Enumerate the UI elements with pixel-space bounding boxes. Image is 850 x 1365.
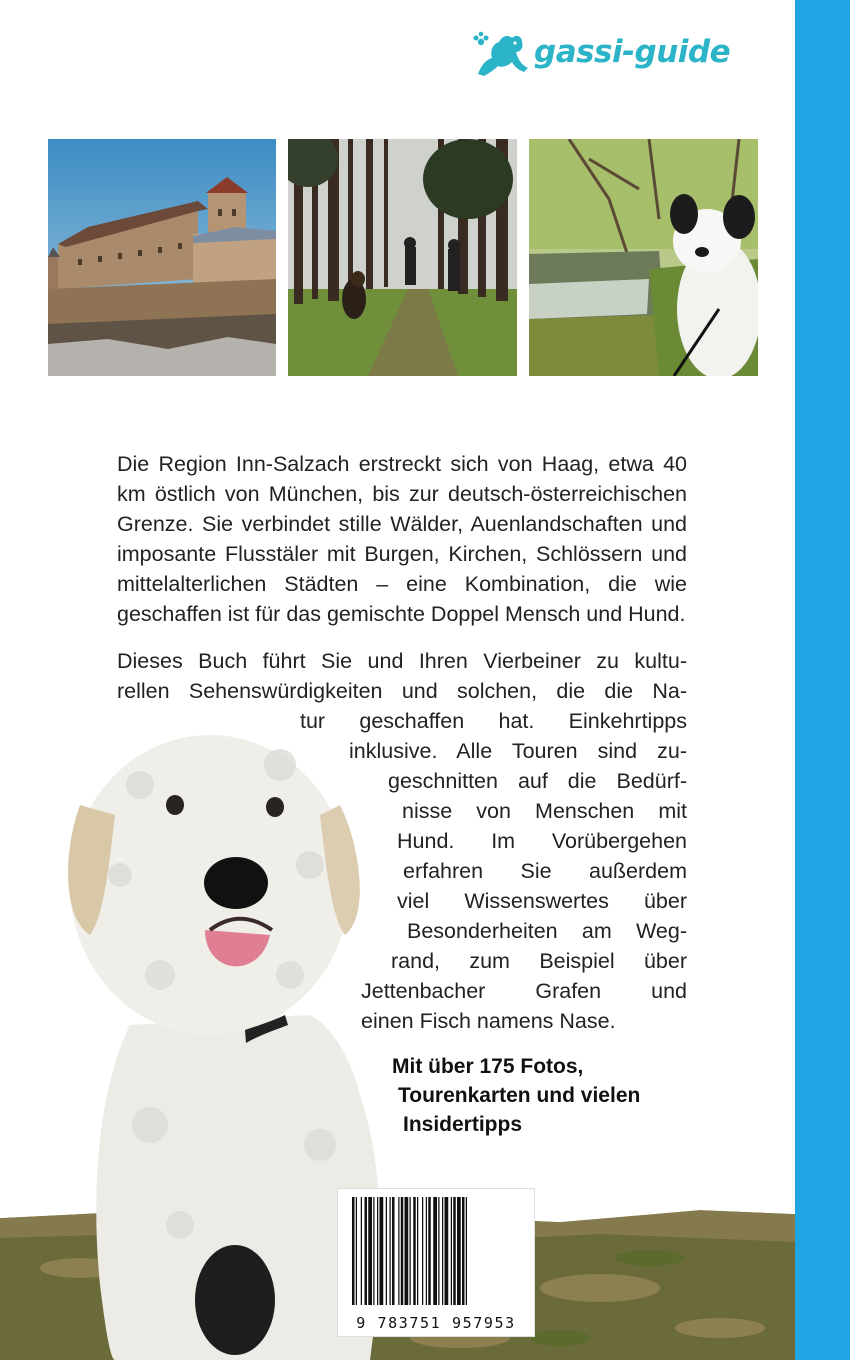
barcode-bar	[453, 1197, 456, 1305]
barcode-bar	[457, 1197, 461, 1305]
paragraph2-line: tur geschaffen hat. Einkehrtipps	[300, 709, 687, 733]
tagline	[392, 1052, 640, 1139]
barcode-bar	[422, 1197, 423, 1305]
barcode-bar	[466, 1197, 467, 1305]
barcode-bar	[462, 1197, 465, 1305]
isbn-barcode	[337, 1188, 535, 1337]
tagline-line-2: Tourenkarten und vielen	[398, 1084, 641, 1107]
barcode-bar	[380, 1197, 384, 1305]
barcode-bar	[398, 1197, 399, 1305]
barcode-bar	[373, 1197, 374, 1305]
barcode-bar	[442, 1197, 443, 1305]
barcode-bar	[390, 1197, 391, 1305]
barcode-bar	[356, 1197, 357, 1305]
barcode-bar	[377, 1197, 378, 1305]
barcode-bar	[352, 1197, 355, 1305]
creek-dog-photo	[529, 139, 758, 376]
barcode-bar	[365, 1197, 368, 1305]
barcode-bar	[438, 1197, 439, 1305]
barcode-bar	[426, 1197, 427, 1305]
paragraph2-line: Jettenbacher Grafen und	[361, 979, 687, 1003]
paragraph2-line: nisse von Menschen mit	[402, 799, 687, 823]
barcode-bar	[428, 1197, 431, 1305]
castle-photo	[48, 139, 276, 376]
barcode-bar	[361, 1197, 362, 1305]
paragraph2-line: Dieses Buch führt Sie und Ihren Vierbeiner zu kultu-	[117, 649, 687, 673]
barcode-bar	[433, 1197, 437, 1305]
forest-photo	[288, 139, 517, 376]
barcode-bar	[386, 1197, 387, 1305]
isbn-number: 9 783751 957953	[356, 1314, 516, 1332]
barcode-bar	[368, 1197, 372, 1305]
paragraph2-line: rand, zum Beispiel über	[391, 949, 687, 973]
barcode-bar	[401, 1197, 404, 1305]
description-paragraph-1: Die Region Inn-Salzach erstreckt sich von Haag, etwa 40 km östlich von München, bis zur deutsch-österreichischen Grenze. Sie verbindet stille Wälder, Auenlandschaften und imposante Flusstäler mit Burgen, Kirchen, Schlössern und mittelalterlichen Städten – eine Kombination, die wie geschaffen ist für das gemischte Doppel Mensch und Hund.	[117, 451, 687, 626]
paragraph2-line: einen Fisch namens Nase.	[361, 1009, 616, 1033]
barcode-bar	[451, 1197, 452, 1305]
spine-stripe	[795, 0, 850, 1360]
paragraph2-line: rellen Sehenswürdigkeiten und solchen, die die Na-	[117, 679, 687, 703]
dog-logo-icon	[472, 30, 532, 80]
paragraph2-line: geschnitten auf die Bedürf-	[388, 769, 687, 793]
barcode-bars	[350, 1197, 522, 1305]
tagline-line-3: Insidertipps	[403, 1113, 523, 1136]
barcode-bar	[445, 1197, 449, 1305]
paragraph2-line: viel Wissenswertes über	[397, 889, 687, 913]
barcode-bar	[413, 1197, 416, 1305]
tagline-line-1: Mit über 175 Fotos,	[392, 1055, 584, 1078]
barcode-bar	[417, 1197, 418, 1305]
paragraph2-line: Hund. Im Vorübergehen	[397, 829, 687, 853]
barcode-bar	[405, 1197, 409, 1305]
logo-text: gassi-guide	[534, 34, 731, 70]
paragraph2-line: inklusive. Alle Touren sind zu-	[349, 739, 687, 763]
barcode-bar	[410, 1197, 411, 1305]
paragraph2-line: erfahren Sie außerdem	[403, 859, 687, 883]
paragraph2-line: Besonderheiten am Weg-	[407, 919, 687, 943]
barcode-bar	[392, 1197, 395, 1305]
gassi-guide-logo	[472, 30, 732, 86]
